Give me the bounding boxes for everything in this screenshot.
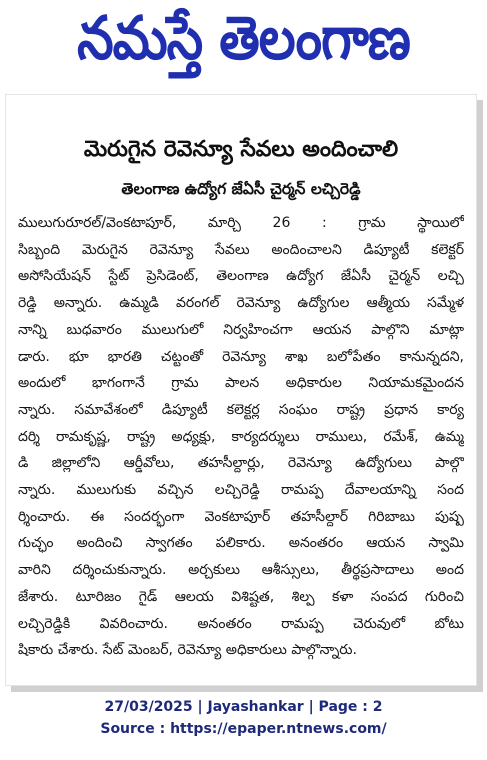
- article-body-line: జేశారు. టూరిజం గైడ్ ఆలయ విశిష్టత, శిల్ప కళా సంపద గురించి: [18, 588, 464, 605]
- article-body-line: డి జిల్లాలోని ఆర్డీవోలు, తహసీల్దార్లు, రెవెన్యూ ఉద్యోగులు పాల్గొ: [18, 455, 464, 472]
- masthead-logo-text: నమస్తే తెలంగాణ: [77, 4, 410, 74]
- article-body-line: నాన్ని బుధవారం ములుగులో నిర్వహించగా ఆయన పాల్గొని మాట్లా: [18, 321, 464, 338]
- footer-source-link[interactable]: Source : https://epaper.ntnews.com/: [100, 721, 387, 737]
- article-body-line: గుచ్ఛం అందించి స్వాగతం పలికారు. అనంతరం ఆయన స్వామి: [18, 535, 464, 552]
- article-clipping: [5, 94, 477, 686]
- article-subhead: తెలంగాణ ఉద్యోగ జేఏసీ చైర్మన్ లచ్చిరెడ్డి: [121, 180, 361, 198]
- article-body: [18, 210, 464, 664]
- article-body-line: వారిని దర్శించుకున్నారు. అర్చకులు ఆశీస్సులు, తీర్థప్రసాదాలు అంద: [18, 562, 464, 579]
- article-body-line: సిబ్బంది మెరుగైన రెవెన్యూ సేవలు అందించాలని డిప్యూటీ కలెక్టర్: [18, 241, 464, 258]
- article-body-line: న్నారు. సమావేశంలో డిప్యూటీ కలెక్టర్ల సంఘం రాష్ట్ర ప్రధాన కార్య: [18, 401, 464, 418]
- article-body-line: ములుగురూరల్/వెంకటాపూర్, మార్చి 26 : గ్రామ స్థాయిలో: [18, 215, 464, 231]
- article-body-line: రెడ్డి అన్నారు. ఉమ్మడి వరంగల్ రెవెన్యూ ఉద్యోగుల ఆత్మీయ సమ్మేళ: [18, 295, 464, 312]
- article-body-line: షికారు చేశారు. సేట్ మెంబర్, రెవెన్యూ అధికారులు పాల్గొన్నారు.: [18, 642, 357, 659]
- masthead: [0, 0, 487, 92]
- article-body-line: డారు. భూ భారతి చట్టంతో రెవెన్యూ శాఖ బలోపేతం కానున్నదని,: [18, 348, 464, 365]
- article-body-line: ర్శించారు. ఈ సందర్భంగా వెంకటాపూర్ తహసీల్దార్ గిరిబాబు పుష్ప: [18, 508, 464, 525]
- article-body-line: న్నారు. ములుగుకు వచ్చిన లచ్చిరెడ్డి రామప్ప దేవాలయాన్ని సంద: [18, 482, 464, 499]
- article-body-line: దర్శి రామకృష్ణ, రాష్ట్ర అధ్యక్షు, కార్యదర్శులు రాములు, రమేశ్, ఉమ్మ: [18, 428, 464, 445]
- article-body-line: లచ్చిరెడ్డికి వివరించారు. అనంతరం రామప్ప చెరువులో బోటు: [18, 615, 464, 632]
- clipping-footer: [0, 696, 487, 740]
- article-headline: మెరుగైన రెవెన్యూ సేవలు అందించాలి: [83, 137, 399, 162]
- footer-date-edition-page: 27/03/2025 | Jayashankar | Page : 2: [104, 699, 383, 715]
- article-body-line: అందులో భాగంగానే గ్రామ పాలన అధికారుల నియామకమైందన: [18, 375, 464, 392]
- article-body-line: అసోసియేషన్ స్టేట్ ప్రెసిడెంట్, తెలంగాణ ఉద్యోగ జేఏసీ చైర్మన్ లచ్చి: [18, 268, 464, 285]
